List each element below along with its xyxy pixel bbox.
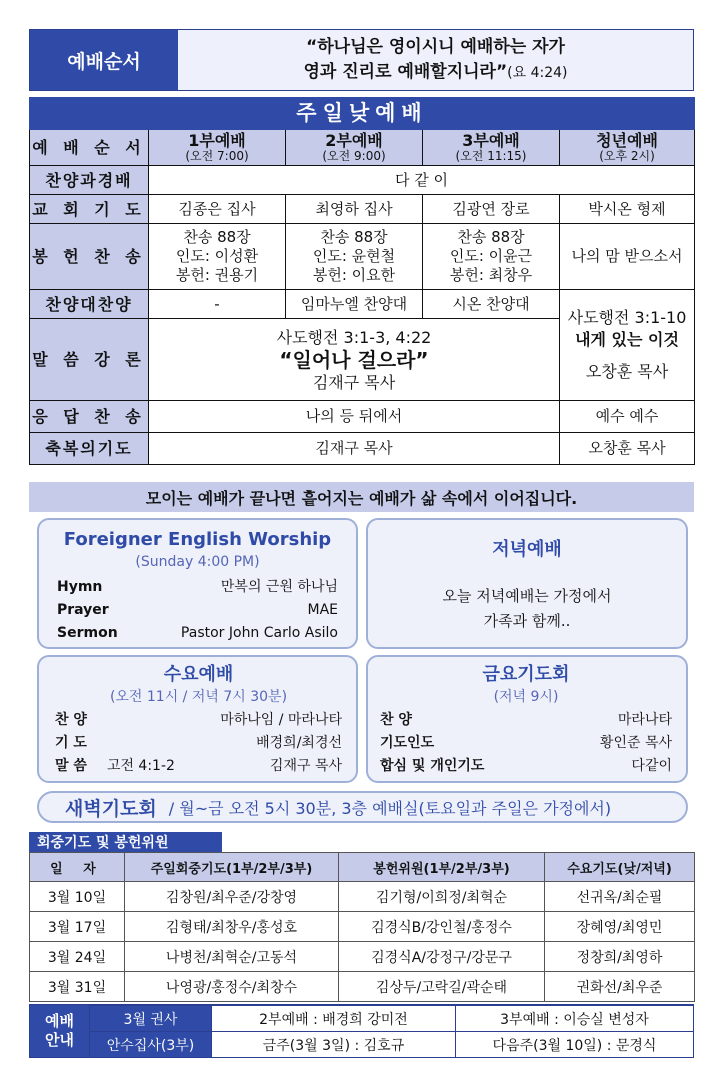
guide-2nd-service: 2부예배 : 배경희 강미전 [212, 1006, 456, 1032]
offering-youth: 나의 맘 받으소서 [560, 224, 695, 290]
wednesday-row: 찬 양 마하나임 / 마라나타 [55, 712, 342, 728]
prayer-1: 김종은 집사 [149, 195, 286, 224]
table-row: 3월 10일 김창원/최우준/강창영 김기형/이희정/최혁순 선귀옥/최순필 [30, 882, 695, 912]
friday-prayer-box [366, 655, 688, 783]
wednesday-worship-box [37, 655, 358, 783]
choir-2: 임마누엘 찬양대 [286, 290, 423, 319]
col-header: 봉헌위원(1부/2부/3부) [339, 853, 545, 882]
table-row: 3월 17일 김형태/최창우/홍성호 김경식B/강인철/홍정수 장혜영/최영민 [30, 912, 695, 942]
table-row: 3월 24일 나병천/최혁순/고동석 김경식A/강정구/강문구 정창희/최영하 [30, 942, 695, 972]
blessing-label: 축복의기도 [30, 433, 149, 465]
service-1: 1부예배 (오전 7:00) [149, 130, 286, 166]
prayer-table [29, 852, 694, 1002]
evening-line-1: 오늘 저녁예배는 가정에서 [442, 587, 612, 605]
offering-2: 찬송 88장 인도: 윤현철 봉헌: 이요한 [286, 224, 423, 290]
prayer-table-tag: 회중기도 및 봉헌위원 [29, 832, 222, 852]
blessing-youth: 오창훈 목사 [560, 433, 695, 465]
wednesday-title: 수요예배 [163, 664, 234, 685]
foreigner-row: Prayer MAE [57, 602, 338, 618]
col-header: 수요기도(낮/저녁) [545, 853, 695, 882]
prayer-3: 김광연 장로 [423, 195, 560, 224]
guide-deaconess-label: 3월 권사 [90, 1006, 212, 1032]
response-label: 응 답 찬 송 [30, 401, 149, 433]
evening-line-2: 가족과 함께.. [483, 612, 571, 630]
guide-deacon-label: 안수집사(3부) [90, 1032, 212, 1058]
wednesday-row: 말 씀 고전 4:1-2 김재구 목사 [55, 758, 342, 774]
friday-time: (저녁 9시) [493, 689, 559, 705]
choir-1: - [149, 290, 286, 319]
sermon-label: 말 씀 강 론 [30, 319, 149, 401]
verse-line-2: 영과 진리로 예배할지니라”(요 4:24) [303, 61, 568, 82]
service-2: 2부예배 (오전 9:00) [286, 130, 423, 166]
table-row: 3월 31일 나영광/홍정수/최창수 김상두/고락길/곽순태 권화선/최우준 [30, 972, 695, 1002]
blessing: 김재구 목사 [149, 433, 560, 465]
sermon: 사도행전 3:1-3, 4:22 “일어나 걸으라” 김재구 목사 [149, 319, 560, 401]
praise-label: 찬양과경배 [30, 166, 149, 195]
wednesday-row: 기 도 배경희/최경선 [55, 735, 342, 751]
offering-1: 찬송 88장 인도: 이성환 봉헌: 권용기 [149, 224, 286, 290]
prayer-youth: 박시온 형제 [560, 195, 695, 224]
dawn-info: / 월~금 오전 5시 30분, 3층 예배실(토요일과 주일은 가정에서) [168, 798, 612, 818]
col-header: 주일회중기도(1부/2부/3부) [125, 853, 339, 882]
evening-worship-box [366, 518, 688, 649]
foreigner-time: (Sunday 4:00 PM) [135, 554, 260, 570]
guide-this-week: 금주(3월 3일) : 김호규 [212, 1032, 456, 1058]
foreigner-title: Foreigner English Worship [63, 529, 332, 550]
guide-label: 예배 안내 [30, 1005, 89, 1057]
offering-label: 봉 헌 찬 송 [30, 224, 149, 290]
prayer-label: 교 회 기 도 [30, 195, 149, 224]
dawn-prayer-bar [37, 791, 688, 823]
guide-next-week: 다음주(3월 10일) : 문경식 [456, 1032, 694, 1058]
choir-label: 찬양대찬양 [30, 290, 149, 319]
foreigner-row: Hymn 만복의 근원 하나님 [57, 579, 338, 595]
guide-3rd-service: 3부예배 : 이승실 변성자 [456, 1006, 694, 1032]
evening-title: 저녁예배 [492, 539, 562, 560]
col-header: 일 자 [30, 853, 125, 882]
offering-3: 찬송 88장 인도: 이윤근 봉헌: 최창우 [423, 224, 560, 290]
worship-guide [29, 1004, 694, 1058]
response-youth: 예수 예수 [560, 401, 695, 433]
foreigner-worship-box [37, 518, 358, 649]
verse-line-1: “하나님은 영이시니 예배하는 자가 [306, 36, 565, 57]
order-label: 예 배 순 서 [30, 130, 149, 166]
dawn-title: 새벽기도회 [65, 797, 157, 820]
friday-row: 기도인도 황인준 목사 [380, 735, 672, 751]
banner: 모이는 예배가 끝나면 흩어지는 예배가 삶 속에서 이어집니다. [29, 482, 694, 512]
praise-value: 다 같 이 [149, 166, 695, 195]
header-box [29, 29, 694, 91]
header-label: 예배순서 [30, 30, 178, 90]
verse-reference: (요 4:24) [507, 64, 568, 81]
header-verse [178, 30, 693, 90]
friday-row: 찬 양 마라나타 [380, 712, 672, 728]
response-hymn: 나의 등 뒤에서 [149, 401, 560, 433]
main-title: 주일낮예배 [30, 98, 695, 130]
friday-row: 합심 및 개인기도 다같이 [380, 758, 672, 774]
service-youth: 청년예배 (오후 2시) [560, 130, 695, 166]
worship-order-table [29, 97, 694, 465]
youth-sermon: 사도행전 3:1-10 내게 있는 이것 오창훈 목사 [560, 290, 695, 401]
service-3: 3부예배 (오전 11:15) [423, 130, 560, 166]
choir-3: 시온 찬양대 [423, 290, 560, 319]
prayer-2: 최영하 집사 [286, 195, 423, 224]
friday-title: 금요기도회 [482, 664, 570, 685]
foreigner-row: Sermon Pastor John Carlo Asilo [57, 625, 338, 641]
wednesday-time: (오전 11시 / 저녁 7시 30분) [109, 689, 288, 705]
